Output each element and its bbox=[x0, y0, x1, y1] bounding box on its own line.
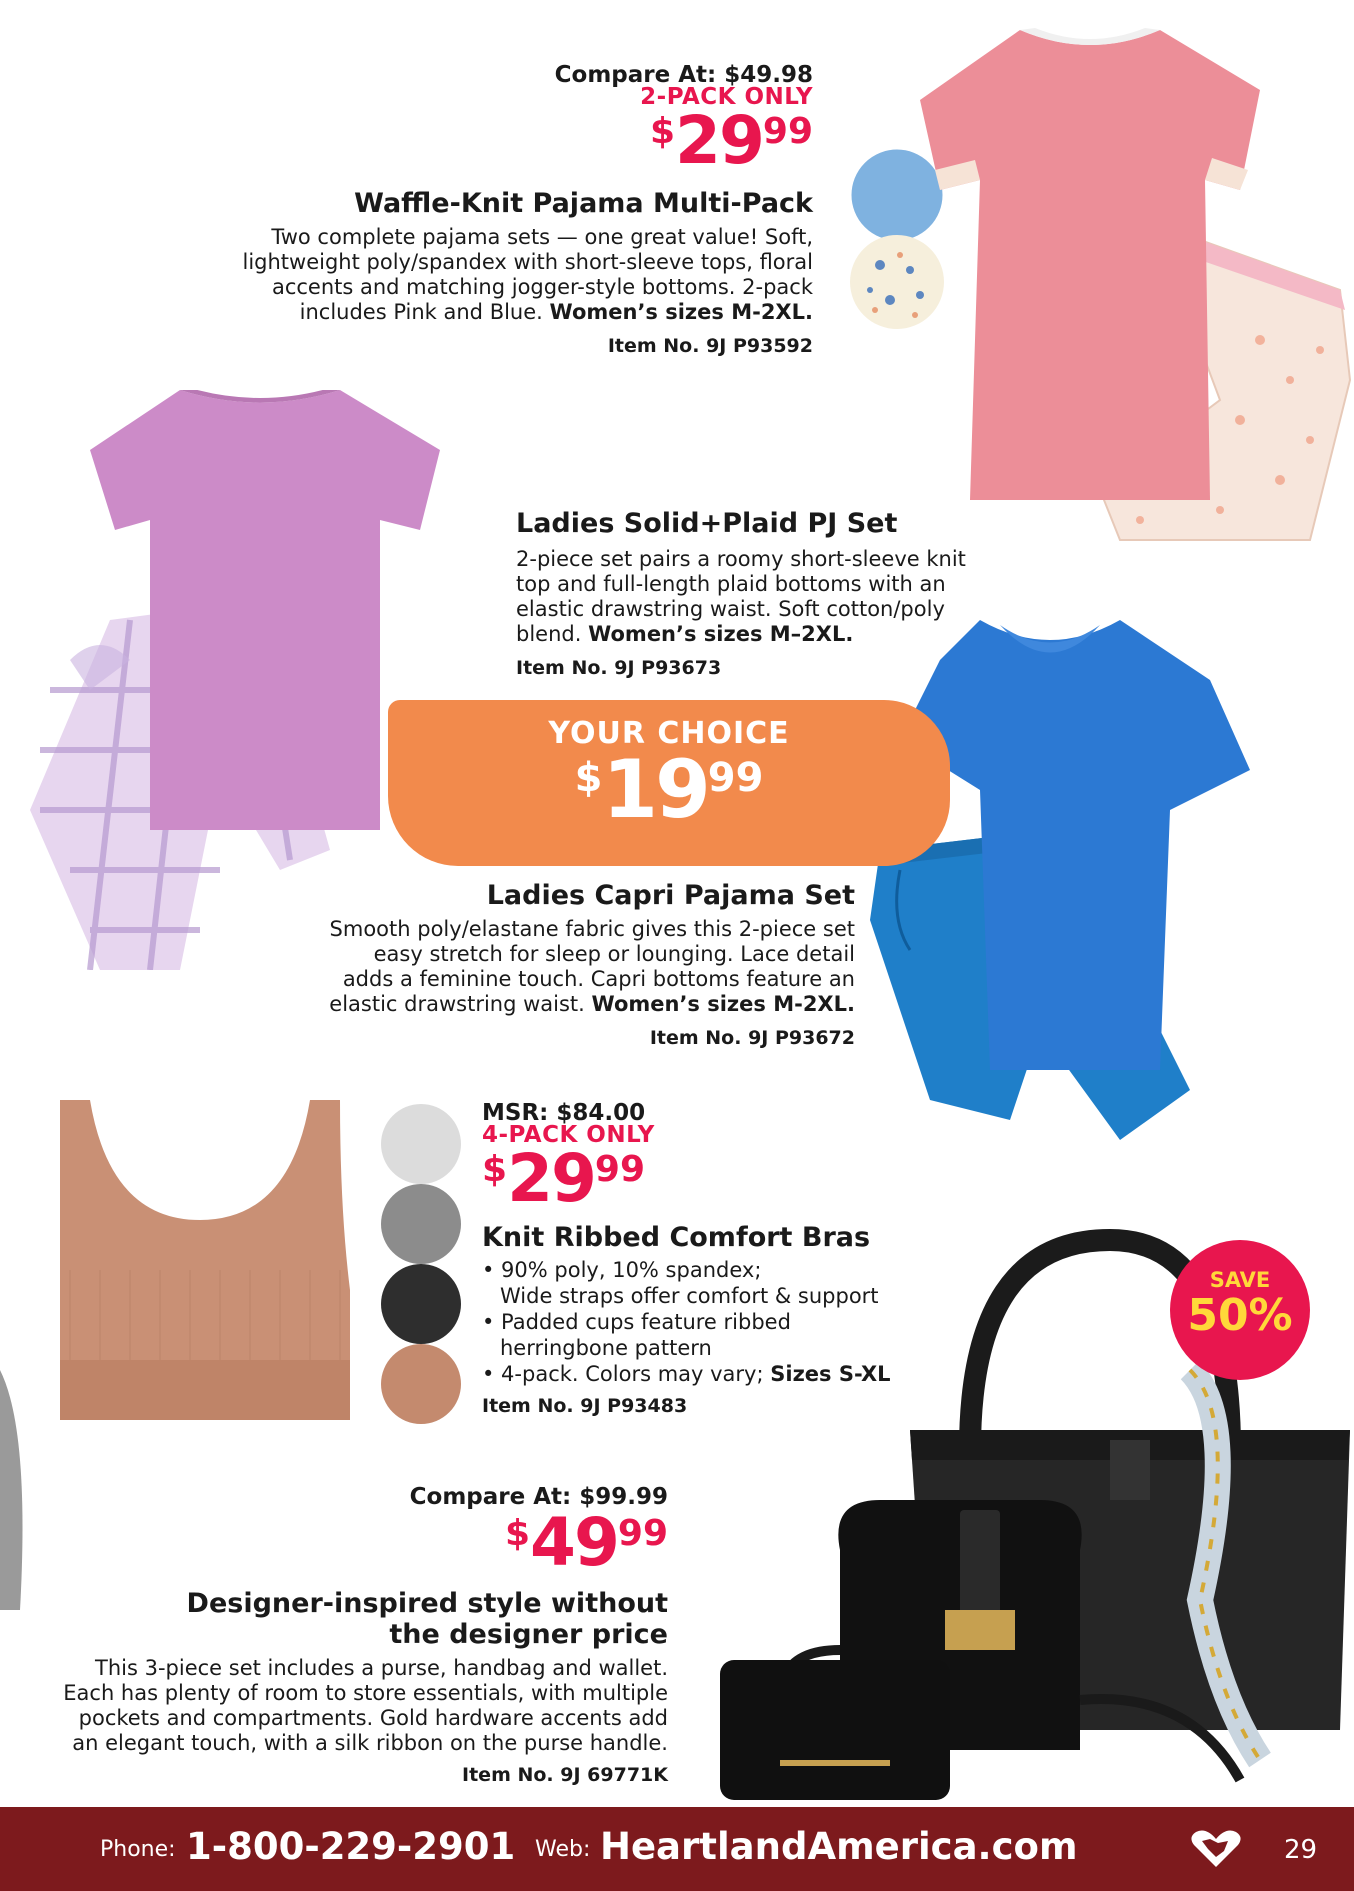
pink-pajama-image bbox=[840, 20, 1354, 565]
sale-price bbox=[213, 102, 813, 179]
desc-line: elastic drawstring waist. Soft cotton/poly bbox=[516, 597, 945, 621]
desc-line: pockets and compartments. Gold hardware accents add bbox=[78, 1706, 668, 1730]
plaid-pj-block bbox=[516, 508, 1036, 679]
comfort-bras-block bbox=[482, 1100, 942, 1417]
desc-line: adds a feminine touch. Capri bottoms feature an bbox=[342, 967, 855, 991]
product-title: Ladies Capri Pajama Set bbox=[486, 880, 855, 911]
your-choice-banner bbox=[388, 700, 950, 866]
desc-line bbox=[235, 992, 855, 1017]
desc-line: Smooth poly/elastane fabric gives this 2-piece set bbox=[329, 917, 855, 941]
product-description bbox=[516, 547, 1036, 647]
footer-bar bbox=[0, 1807, 1354, 1891]
feature-item: • Padded cups feature ribbed bbox=[482, 1310, 791, 1334]
price-dollars: 19 bbox=[602, 743, 708, 836]
price-currency: $ bbox=[574, 755, 603, 801]
sale-price bbox=[482, 1140, 942, 1217]
desc-line: easy stretch for sleep or lounging. Lace detail bbox=[373, 942, 855, 966]
price-cents: 99 bbox=[617, 1513, 668, 1554]
title-line: the designer price bbox=[389, 1619, 668, 1650]
desc-line bbox=[213, 300, 813, 325]
banner-price bbox=[388, 743, 950, 836]
compare-price: MSR: $84.00 bbox=[482, 1100, 646, 1126]
desc-text: elastic drawstring waist. bbox=[329, 992, 585, 1016]
desc-line: an elegant touch, with a silk ribbon on the purse handle. bbox=[72, 1731, 668, 1755]
price-cents: 99 bbox=[762, 111, 813, 152]
capri-pajama-block bbox=[235, 880, 855, 1049]
item-number: Item No. 9J 69771K bbox=[462, 1764, 668, 1786]
phone-number[interactable]: 1-800-229-2901 bbox=[186, 1825, 516, 1868]
blue-capri-pajama-image bbox=[860, 620, 1330, 1160]
pack-label: 4-PACK ONLY bbox=[482, 1122, 655, 1148]
desc-line: 2-piece set pairs a roomy short-sleeve knit bbox=[516, 547, 966, 571]
comfort-bra-image bbox=[40, 1090, 360, 1430]
product-title: Ladies Solid+Plaid PJ Set bbox=[516, 508, 898, 539]
feature-text: • 4-pack. Colors may vary; bbox=[482, 1362, 764, 1386]
price-currency: $ bbox=[482, 1149, 508, 1190]
price-dollars: 29 bbox=[675, 102, 763, 179]
product-title: Knit Ribbed Comfort Bras bbox=[482, 1222, 871, 1253]
product-description bbox=[8, 1656, 668, 1756]
page-number: 29 bbox=[1284, 1835, 1318, 1865]
desc-line: accents and matching jogger-style bottoms. 2-pack bbox=[271, 275, 813, 299]
item-number: Item No. 9J P93483 bbox=[482, 1395, 688, 1417]
item-number: Item No. 9J P93672 bbox=[649, 1027, 855, 1049]
desc-line: lightweight poly/spandex with short-sleeve tops, floral bbox=[242, 250, 813, 274]
pack-label: 2-PACK ONLY bbox=[640, 84, 813, 110]
phone-label: Phone: bbox=[100, 1837, 176, 1862]
sizes-label: Sizes S-XL bbox=[770, 1362, 891, 1386]
compare-price: Compare At: $99.99 bbox=[409, 1484, 668, 1510]
sale-price bbox=[8, 1504, 668, 1581]
feature-list bbox=[482, 1257, 942, 1387]
compare-price: Compare At: $49.98 bbox=[554, 62, 813, 88]
desc-line: top and full-length plaid bottoms with an bbox=[516, 572, 946, 596]
price-dollars: 29 bbox=[507, 1140, 595, 1217]
desc-line: Each has plenty of room to store essentials, with multiple bbox=[63, 1681, 668, 1705]
product-description bbox=[213, 225, 813, 325]
waffle-pajama-block bbox=[213, 62, 813, 357]
website-link[interactable]: HeartlandAmerica.com bbox=[600, 1825, 1078, 1868]
desc-line: This 3-piece set includes a purse, handbag and wallet. bbox=[95, 1656, 668, 1680]
save-percent: 50% bbox=[1187, 1290, 1293, 1341]
save-label: SAVE bbox=[1209, 1268, 1271, 1292]
price-cents: 99 bbox=[594, 1149, 646, 1190]
product-description bbox=[235, 917, 855, 1017]
product-title: Waffle-Knit Pajama Multi-Pack bbox=[354, 188, 813, 219]
save-badge bbox=[1170, 1240, 1310, 1380]
item-number: Item No. 9J P93673 bbox=[516, 657, 722, 679]
sizes-label: Women’s sizes M-2XL. bbox=[549, 300, 813, 324]
price-currency: $ bbox=[649, 111, 676, 152]
feature-item bbox=[482, 1361, 942, 1387]
feature-item: • 90% poly, 10% spandex; bbox=[482, 1258, 762, 1282]
item-number: Item No. 9J P93592 bbox=[607, 335, 813, 357]
product-title bbox=[8, 1588, 668, 1650]
price-cents: 99 bbox=[707, 755, 764, 801]
desc-line bbox=[516, 622, 1036, 647]
title-line: Designer-inspired style without bbox=[186, 1588, 668, 1619]
banner-label: YOUR CHOICE bbox=[548, 716, 790, 751]
desc-text: includes Pink and Blue. bbox=[299, 300, 543, 324]
sizes-label: Women’s sizes M-2XL. bbox=[591, 992, 855, 1016]
price-currency: $ bbox=[504, 1513, 531, 1554]
price-dollars: 49 bbox=[530, 1504, 618, 1581]
sizes-label: Women’s sizes M–2XL. bbox=[588, 622, 854, 646]
handbag-set-block bbox=[8, 1484, 668, 1786]
bra-color-swatches bbox=[376, 1104, 466, 1444]
web-label: Web: bbox=[535, 1837, 591, 1862]
desc-line: Two complete pajama sets — one great value! Soft, bbox=[271, 225, 813, 249]
feature-item-cont: Wide straps offer comfort & support bbox=[500, 1284, 879, 1308]
desc-text: blend. bbox=[516, 622, 582, 646]
feature-item-cont: herringbone pattern bbox=[500, 1336, 712, 1360]
heart-america-logo-icon bbox=[1188, 1829, 1244, 1869]
